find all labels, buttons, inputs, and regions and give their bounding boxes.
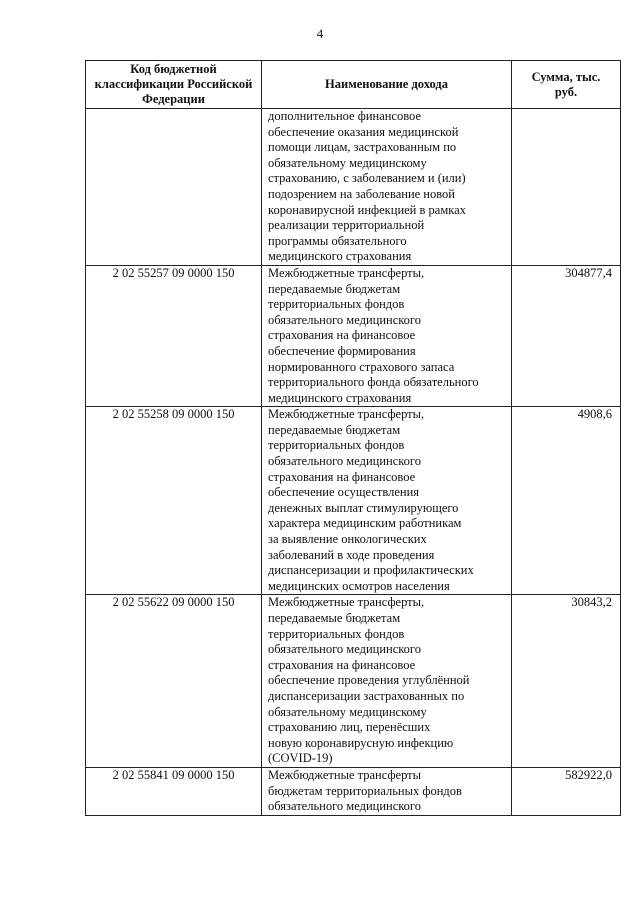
income-name-cell	[262, 407, 512, 595]
income-name-line: территориального фонда обязательного	[268, 375, 479, 390]
income-name-line: территориальных фондов	[268, 438, 405, 453]
income-name-line: диспансеризации и профилактических	[268, 563, 474, 578]
income-name-line: Межбюджетные трансферты,	[268, 595, 425, 610]
income-name-line: обязательного медицинского	[268, 312, 422, 327]
income-name-line: Межбюджетные трансферты	[268, 767, 422, 782]
income-name-line: дополнительное финансовое	[268, 109, 421, 123]
income-name-line: Межбюджетные трансферты,	[268, 265, 425, 280]
income-name-line: обеспечение проведения углублённой	[268, 673, 470, 688]
table-body	[86, 109, 621, 816]
income-name-line: страхования на финансовое	[268, 328, 416, 343]
income-name-line: страхования на финансовое	[268, 657, 416, 672]
income-name-line: страхованию, с заболеванием и (или)	[268, 171, 466, 186]
income-name-line: новую коронавирусную инфекцию	[268, 735, 454, 750]
income-name-line: обеспечение оказания медицинской	[268, 124, 459, 139]
income-name-line: нормированного страхового запаса	[268, 359, 455, 374]
income-name-line: передаваемые бюджетам	[268, 611, 401, 625]
income-name-line: бюджетам территориальных фондов	[268, 783, 462, 798]
table-row	[86, 407, 621, 595]
income-name-line: медицинских осмотров населения	[268, 578, 450, 593]
amount-cell: 304877,4	[512, 265, 621, 406]
header-name-line: Наименование дохода	[325, 77, 448, 91]
income-name-line: передаваемые бюджетам	[268, 422, 401, 437]
income-name-cell	[262, 109, 512, 266]
income-name-line: обеспечение формирования	[268, 343, 416, 358]
income-name-line: подозрением на заболевание новой	[268, 186, 455, 201]
income-name-line: обязательного медицинского	[268, 799, 422, 814]
amount-cell	[512, 109, 621, 266]
income-name-line: Межбюджетные трансферты,	[268, 407, 425, 422]
table-row	[86, 767, 621, 815]
income-name-line: обязательному медицинскому	[268, 155, 427, 170]
budget-code-cell	[86, 109, 262, 266]
budget-code-cell: 2 02 55841 09 0000 150	[86, 767, 262, 815]
income-name-line: обязательного медицинского	[268, 454, 422, 469]
income-name-line: медицинского страхования	[268, 390, 412, 405]
income-name-line: территориальных фондов	[268, 626, 405, 641]
header-name	[262, 61, 512, 109]
header-code-line: Код бюджетной	[130, 62, 217, 76]
header-amount-line: Сумма, тыс.	[531, 69, 601, 84]
budget-code-cell: 2 02 55257 09 0000 150	[86, 265, 262, 406]
income-name-line: помощи лицам, застрахованным по	[268, 140, 457, 155]
income-name-line: программы обязательного	[268, 233, 407, 248]
income-name-line: за выявление онкологических	[268, 532, 427, 547]
budget-code-cell: 2 02 55622 09 0000 150	[86, 595, 262, 768]
income-name-line: диспансеризации застрахованных по	[268, 688, 465, 703]
income-name-line: медицинского страхования	[268, 249, 412, 264]
header-amount-line: руб.	[554, 84, 578, 99]
table-row	[86, 265, 621, 406]
budget-code-cell: 2 02 55258 09 0000 150	[86, 407, 262, 595]
income-name-line: (COVID-19)	[268, 751, 333, 766]
income-name-line: территориальных фондов	[268, 297, 405, 312]
income-name-line: реализации территориальной	[268, 218, 425, 233]
income-name-cell	[262, 595, 512, 768]
income-name-line: обязательному медицинскому	[268, 704, 427, 719]
header-amount	[512, 61, 621, 109]
income-name-line: характера медицинским работникам	[268, 516, 462, 531]
income-name-line: коронавирусной инфекцией в рамках	[268, 202, 466, 217]
page-number: 4	[316, 26, 324, 41]
table-header-row	[86, 61, 621, 109]
header-code-line: классификации Российской	[94, 77, 253, 91]
income-name-cell	[262, 767, 512, 815]
income-name-line: заболеваний в ходе проведения	[268, 547, 435, 562]
header-code-line: Федерации	[142, 92, 205, 106]
income-name-line: передаваемые бюджетам	[268, 281, 401, 296]
amount-cell: 30843,2	[512, 595, 621, 768]
table-row	[86, 595, 621, 768]
income-name-line: страхования на финансовое	[268, 469, 416, 484]
header-code	[86, 61, 262, 109]
income-name-line: страхованию лиц, перенёсших	[268, 720, 431, 735]
income-name-cell	[262, 265, 512, 406]
table-row	[86, 109, 621, 266]
budget-income-table	[85, 60, 621, 816]
income-name-line: денежных выплат стимулирующего	[268, 500, 459, 515]
income-name-line: обязательного медицинского	[268, 642, 422, 657]
amount-cell: 582922,0	[512, 767, 621, 815]
amount-cell: 4908,6	[512, 407, 621, 595]
income-name-line: обеспечение осуществления	[268, 485, 420, 500]
